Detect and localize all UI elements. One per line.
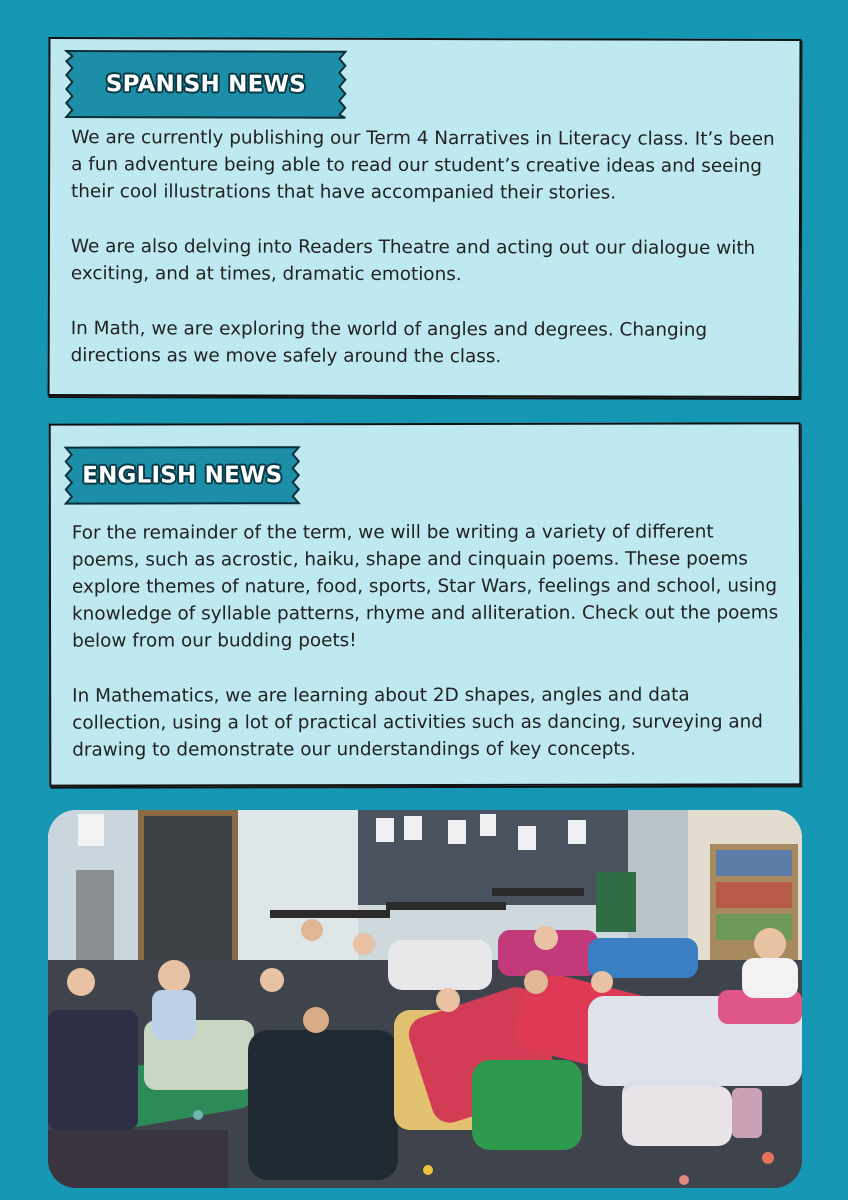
spanish-news-banner: [64, 49, 347, 120]
spanish-news-body: [71, 124, 786, 399]
english-news-box: [49, 422, 802, 786]
english-paragraph-2: In Mathematics, we are learning about 2D shapes, angles and data collection, using a lot of practical activities such as dancing, surveying and drawing to demonstrate our understandings of key concepts.: [72, 684, 763, 761]
english-news-banner: [64, 445, 301, 505]
spanish-paragraph-2: We are also delving into Readers Theatre and acting out our dialogue with exciting, and at times, dramatic emotions.: [70, 236, 756, 286]
english-paragraph-1: For the remainder of the term, we will be writing a variety of different poems, such as acrostic, haiku, shape and cinquain poems. These poems explore themes of nature, food, sports, Star Wars, feelings and school, using knowledge of syllable patterns, rhyme and alliteration. Check out the poems below from our budding poets!: [71, 521, 779, 652]
classroom-sleepover-photo: [48, 810, 802, 1188]
spanish-news-heading: SPANISH NEWS: [105, 71, 306, 98]
spanish-paragraph-3: In Math, we are exploring the world of angles and degrees. Changing directions as we move safely around the class.: [70, 318, 708, 368]
photo-illustration: [48, 810, 802, 1188]
spanish-news-box: [48, 37, 802, 398]
english-news-heading: ENGLISH NEWS: [82, 462, 283, 489]
english-news-body: [72, 518, 785, 791]
spanish-paragraph-1: We are currently publishing our Term 4 Narratives in Literacy class. It’s been a fun adventure being able to read our student’s creative ideas and seeing their cool illustrations that have accompanied their stories.: [71, 127, 775, 204]
